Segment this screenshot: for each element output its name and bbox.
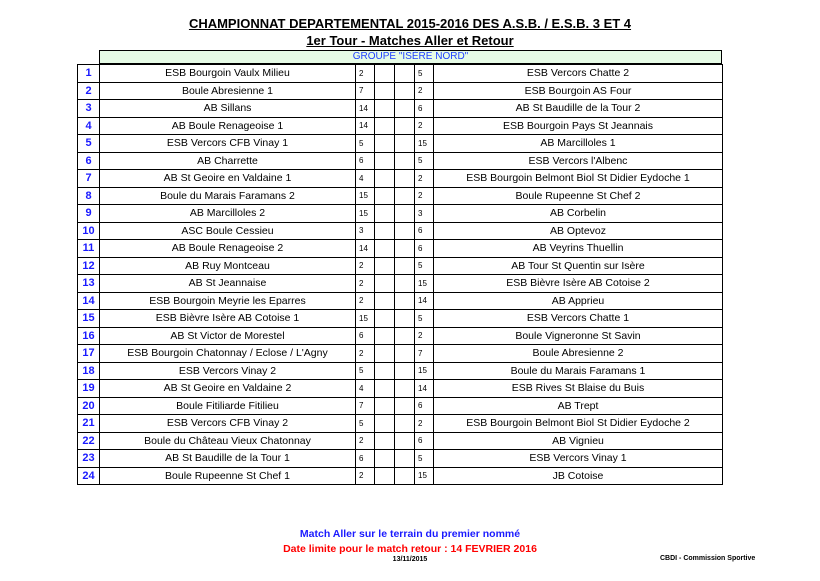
away-team: ESB Vercors l'Albenc <box>434 152 723 170</box>
empty-cell <box>395 362 415 380</box>
empty-cell <box>375 362 395 380</box>
empty-cell <box>375 397 395 415</box>
away-team: Boule du Marais Faramans 1 <box>434 362 723 380</box>
empty-cell <box>375 380 395 398</box>
empty-cell <box>375 152 395 170</box>
away-score: 5 <box>415 152 434 170</box>
empty-cell <box>395 152 415 170</box>
empty-cell <box>375 170 395 188</box>
home-team: ESB Bourgoin Vaulx Milieu <box>100 65 356 83</box>
match-number: 19 <box>78 380 100 398</box>
empty-cell <box>375 100 395 118</box>
home-score: 4 <box>356 380 375 398</box>
match-number: 21 <box>78 415 100 433</box>
empty-cell <box>375 257 395 275</box>
match-number: 2 <box>78 82 100 100</box>
group-header: GROUPE "ISÈRE NORD" <box>99 50 722 64</box>
empty-cell <box>375 310 395 328</box>
home-team: Boule Abresienne 1 <box>100 82 356 100</box>
footer-note-aller: Match Aller sur le terrain du premier nommé <box>299 528 521 540</box>
away-score: 14 <box>415 380 434 398</box>
home-score: 14 <box>356 100 375 118</box>
empty-cell <box>375 205 395 223</box>
table-row <box>78 135 723 153</box>
table-row <box>78 152 723 170</box>
home-team: ESB Bourgoin Chatonnay / Eclose / L'Agny <box>100 345 356 363</box>
away-team: Boule Rupeenne St Chef 2 <box>434 187 723 205</box>
away-team: ESB Rives St Blaise du Buis <box>434 380 723 398</box>
match-number: 5 <box>78 135 100 153</box>
home-score: 2 <box>356 467 375 485</box>
away-team: AB St Baudille de la Tour 2 <box>434 100 723 118</box>
empty-cell <box>395 117 415 135</box>
home-score: 5 <box>356 415 375 433</box>
match-number: 4 <box>78 117 100 135</box>
empty-cell <box>395 205 415 223</box>
away-score: 2 <box>415 117 434 135</box>
empty-cell <box>395 187 415 205</box>
home-score: 6 <box>356 450 375 468</box>
away-score: 2 <box>415 82 434 100</box>
away-score: 5 <box>415 450 434 468</box>
home-team: ESB Vercors CFB Vinay 1 <box>100 135 356 153</box>
home-score: 15 <box>356 187 375 205</box>
away-team: ESB Bourgoin Belmont Biol St Didier Eydoche 2 <box>434 415 723 433</box>
away-team: ESB Bourgoin Belmont Biol St Didier Eydoche 1 <box>434 170 723 188</box>
away-score: 5 <box>415 310 434 328</box>
home-team: AB Ruy Montceau <box>100 257 356 275</box>
away-team: JB Cotoise <box>434 467 723 485</box>
empty-cell <box>375 432 395 450</box>
home-score: 14 <box>356 117 375 135</box>
empty-cell <box>395 170 415 188</box>
home-score: 3 <box>356 222 375 240</box>
table-row <box>78 432 723 450</box>
empty-cell <box>375 450 395 468</box>
empty-cell <box>375 467 395 485</box>
away-score: 7 <box>415 345 434 363</box>
table-row <box>78 257 723 275</box>
away-score: 6 <box>415 222 434 240</box>
table-row <box>78 240 723 258</box>
empty-cell <box>375 275 395 293</box>
empty-cell <box>395 345 415 363</box>
match-number: 11 <box>78 240 100 258</box>
home-team: AB St Baudille de la Tour 1 <box>100 450 356 468</box>
match-number: 20 <box>78 397 100 415</box>
empty-cell <box>395 240 415 258</box>
away-score: 2 <box>415 170 434 188</box>
away-score: 3 <box>415 205 434 223</box>
match-number: 7 <box>78 170 100 188</box>
match-number: 9 <box>78 205 100 223</box>
away-team: ESB Bièvre Isère AB Cotoise 2 <box>434 275 723 293</box>
match-number: 10 <box>78 222 100 240</box>
empty-cell <box>395 397 415 415</box>
table-row <box>78 292 723 310</box>
away-score: 6 <box>415 100 434 118</box>
away-team: ESB Bourgoin Pays St Jeannais <box>434 117 723 135</box>
document-date: 13/11/2015 <box>392 556 428 563</box>
home-team: AB St Jeannaise <box>100 275 356 293</box>
empty-cell <box>375 327 395 345</box>
empty-cell <box>375 65 395 83</box>
empty-cell <box>395 275 415 293</box>
home-score: 7 <box>356 82 375 100</box>
away-score: 6 <box>415 397 434 415</box>
empty-cell <box>375 222 395 240</box>
home-team: ASC Boule Cessieu <box>100 222 356 240</box>
empty-cell <box>395 415 415 433</box>
empty-cell <box>395 82 415 100</box>
away-score: 14 <box>415 292 434 310</box>
away-team: Boule Abresienne 2 <box>434 345 723 363</box>
home-team: AB Sillans <box>100 100 356 118</box>
page-title: CHAMPIONNAT DEPARTEMENTAL 2015-2016 DES A.S.B. / E.S.B. 3 ET 4 <box>188 16 632 31</box>
empty-cell <box>395 100 415 118</box>
away-score: 15 <box>415 362 434 380</box>
match-number: 3 <box>78 100 100 118</box>
home-team: ESB Bourgoin Meyrie les Eparres <box>100 292 356 310</box>
match-number: 15 <box>78 310 100 328</box>
away-team: AB Apprieu <box>434 292 723 310</box>
away-team: AB Corbelin <box>434 205 723 223</box>
table-row <box>78 345 723 363</box>
home-team: AB St Victor de Morestel <box>100 327 356 345</box>
table-row <box>78 397 723 415</box>
empty-cell <box>395 292 415 310</box>
away-team: AB Tour St Quentin sur Isère <box>434 257 723 275</box>
table-row <box>78 467 723 485</box>
away-team: AB Optevoz <box>434 222 723 240</box>
match-number: 12 <box>78 257 100 275</box>
away-score: 15 <box>415 275 434 293</box>
home-score: 7 <box>356 397 375 415</box>
home-score: 15 <box>356 205 375 223</box>
empty-cell <box>395 432 415 450</box>
home-team: Boule du Marais Faramans 2 <box>100 187 356 205</box>
table-row <box>78 450 723 468</box>
home-score: 2 <box>356 292 375 310</box>
home-team: AB Marcilloles 2 <box>100 205 356 223</box>
home-score: 6 <box>356 152 375 170</box>
empty-cell <box>375 292 395 310</box>
table-row <box>78 82 723 100</box>
match-number: 14 <box>78 292 100 310</box>
empty-cell <box>375 187 395 205</box>
home-team: AB St Geoire en Valdaine 2 <box>100 380 356 398</box>
away-team: Boule Vigneronne St Savin <box>434 327 723 345</box>
away-team: AB Marcilloles 1 <box>434 135 723 153</box>
table-row <box>78 380 723 398</box>
home-score: 5 <box>356 362 375 380</box>
home-score: 2 <box>356 257 375 275</box>
match-number: 1 <box>78 65 100 83</box>
away-team: ESB Vercors Vinay 1 <box>434 450 723 468</box>
match-number: 24 <box>78 467 100 485</box>
away-score: 2 <box>415 415 434 433</box>
page-subtitle: 1er Tour - Matches Aller et Retour <box>306 33 514 48</box>
home-score: 2 <box>356 432 375 450</box>
match-number: 18 <box>78 362 100 380</box>
footer-note-deadline: Date limite pour le match retour : 14 FEVRIER 2016 <box>283 543 537 555</box>
table-row <box>78 205 723 223</box>
table-row <box>78 327 723 345</box>
home-score: 14 <box>356 240 375 258</box>
empty-cell <box>395 222 415 240</box>
empty-cell <box>375 82 395 100</box>
home-team: AB Boule Renageoise 2 <box>100 240 356 258</box>
table-row <box>78 65 723 83</box>
away-score: 15 <box>415 467 434 485</box>
empty-cell <box>395 467 415 485</box>
table-row <box>78 117 723 135</box>
home-team: ESB Vercors Vinay 2 <box>100 362 356 380</box>
away-team: ESB Vercors Chatte 2 <box>434 65 723 83</box>
match-number: 17 <box>78 345 100 363</box>
away-score: 2 <box>415 327 434 345</box>
away-score: 5 <box>415 257 434 275</box>
empty-cell <box>375 135 395 153</box>
home-score: 2 <box>356 345 375 363</box>
home-score: 2 <box>356 275 375 293</box>
table-row <box>78 222 723 240</box>
empty-cell <box>375 345 395 363</box>
home-team: AB Charrette <box>100 152 356 170</box>
empty-cell <box>375 117 395 135</box>
home-score: 4 <box>356 170 375 188</box>
empty-cell <box>395 135 415 153</box>
table-row <box>78 310 723 328</box>
home-score: 2 <box>356 65 375 83</box>
table-row <box>78 100 723 118</box>
away-team: ESB Bourgoin AS Four <box>434 82 723 100</box>
empty-cell <box>395 310 415 328</box>
away-team: ESB Vercors Chatte 1 <box>434 310 723 328</box>
away-score: 5 <box>415 65 434 83</box>
organization-label: CBDI - Commission Sportive <box>660 555 756 562</box>
away-team: AB Trept <box>434 397 723 415</box>
empty-cell <box>395 327 415 345</box>
empty-cell <box>395 450 415 468</box>
home-team: AB St Geoire en Valdaine 1 <box>100 170 356 188</box>
match-number: 23 <box>78 450 100 468</box>
away-score: 6 <box>415 432 434 450</box>
empty-cell <box>375 415 395 433</box>
home-team: ESB Bièvre Isère AB Cotoise 1 <box>100 310 356 328</box>
match-number: 6 <box>78 152 100 170</box>
empty-cell <box>395 257 415 275</box>
match-number: 8 <box>78 187 100 205</box>
away-team: AB Vignieu <box>434 432 723 450</box>
table-row <box>78 415 723 433</box>
home-team: AB Boule Renageoise 1 <box>100 117 356 135</box>
table-row <box>78 170 723 188</box>
home-score: 5 <box>356 135 375 153</box>
home-team: Boule du Château Vieux Chatonnay <box>100 432 356 450</box>
matches-table <box>77 64 723 485</box>
home-team: Boule Rupeenne St Chef 1 <box>100 467 356 485</box>
home-score: 15 <box>356 310 375 328</box>
table-row <box>78 275 723 293</box>
table-row <box>78 187 723 205</box>
away-score: 2 <box>415 187 434 205</box>
table-row <box>78 362 723 380</box>
away-score: 15 <box>415 135 434 153</box>
empty-cell <box>395 65 415 83</box>
home-team: Boule Fitiliarde Fitilieu <box>100 397 356 415</box>
match-number: 22 <box>78 432 100 450</box>
away-score: 6 <box>415 240 434 258</box>
empty-cell <box>395 380 415 398</box>
home-score: 6 <box>356 327 375 345</box>
home-team: ESB Vercors CFB Vinay 2 <box>100 415 356 433</box>
away-team: AB Veyrins Thuellin <box>434 240 723 258</box>
match-number: 16 <box>78 327 100 345</box>
match-number: 13 <box>78 275 100 293</box>
empty-cell <box>375 240 395 258</box>
